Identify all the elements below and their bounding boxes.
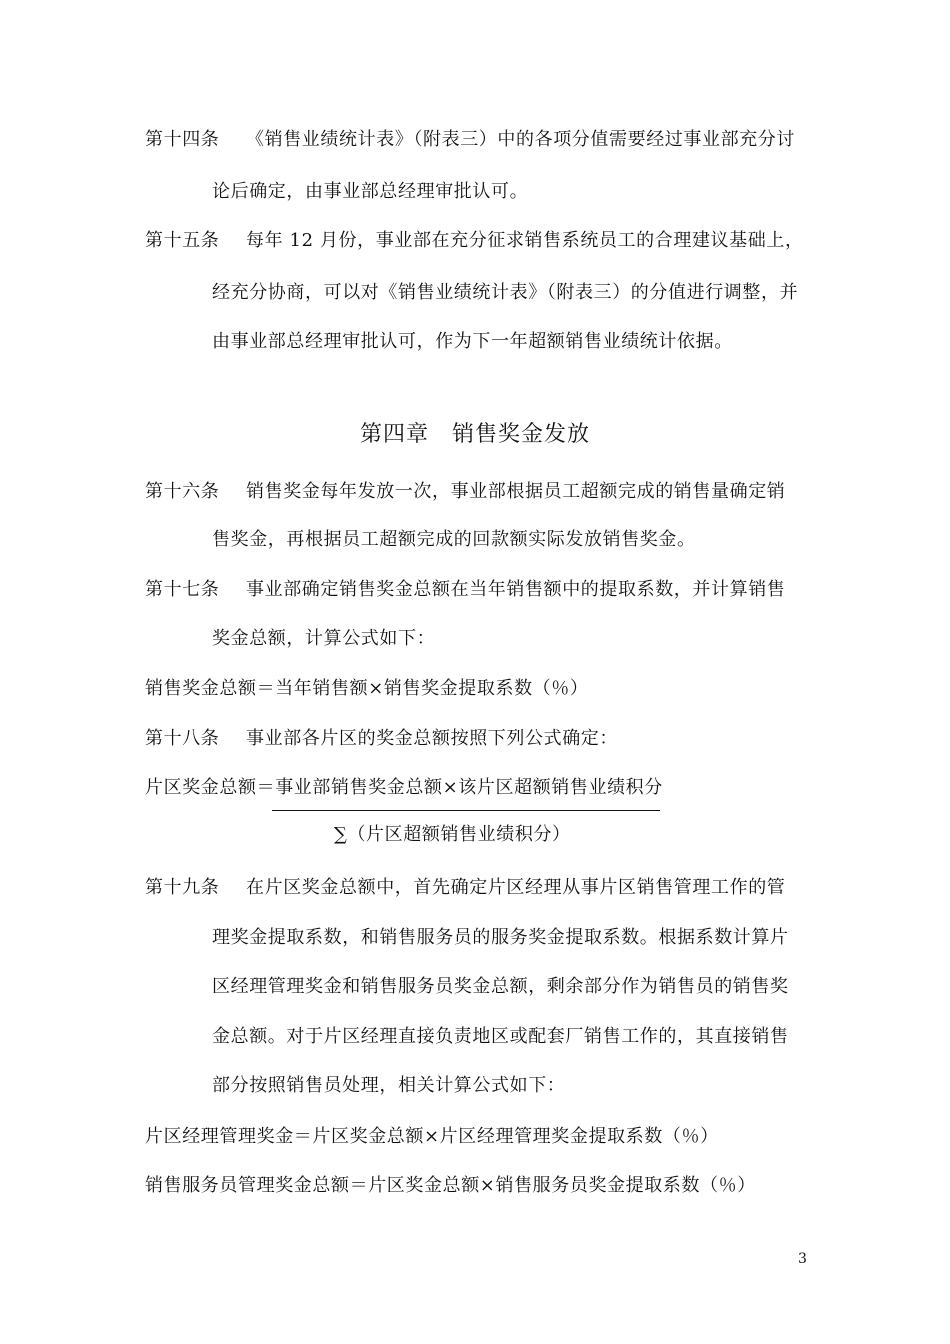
article-text-line: 论后确定，由事业部总经理审批认可。	[212, 181, 529, 202]
article-text-line: 《销售业绩统计表》（附表三）中的各项分值需要经过事业部充分讨	[246, 129, 795, 150]
article-label: 第十七条	[145, 579, 220, 600]
article-text-line: 销售奖金每年发放一次，事业部根据员工超额完成的销售量确定销	[246, 481, 786, 502]
formula-manager-bonus: 片区经理管理奖金＝片区奖金总额×片区经理管理奖金提取系数（％）	[145, 1126, 719, 1147]
article-text-line: 在片区奖金总额中，首先确定片区经理从事片区销售管理工作的管	[246, 877, 786, 898]
article-label: 第十九条	[145, 877, 220, 898]
article-label: 第十八条	[145, 728, 220, 749]
formula-denominator: ∑（片区超额销售业绩积分）	[334, 824, 571, 845]
article-text-line: 奖金总额，计算公式如下：	[212, 628, 436, 649]
article-label: 第十五条	[145, 230, 220, 251]
article-text-line: 售奖金，再根据员工超额完成的回款额实际发放销售奖金。	[212, 529, 696, 550]
article-text-line: 理奖金提取系数，和销售服务员的服务奖金提取系数。根据系数计算片	[212, 927, 789, 948]
article-text-line: 事业部确定销售奖金总额在当年销售额中的提取系数，并计算销售	[246, 579, 786, 600]
formula-service-bonus: 销售服务员管理奖金总额＝片区奖金总额×销售服务员奖金提取系数（％）	[145, 1175, 756, 1196]
formula-total-bonus: 销售奖金总额＝当年销售额×销售奖金提取系数（％）	[145, 678, 589, 699]
article-label: 第十四条	[145, 129, 220, 150]
article-text-line: 事业部各片区的奖金总额按照下列公式确定：	[246, 728, 618, 749]
article-text-line: 部分按照销售员处理，相关计算公式如下：	[212, 1075, 566, 1096]
article-label: 第十六条	[145, 481, 220, 502]
article-text-line: 金总额。对于片区经理直接负责地区或配套厂销售工作的，其直接销售	[212, 1026, 789, 1047]
article-text-line: 由事业部总经理审批认可，作为下一年超额销售业绩统计依据。	[212, 331, 733, 352]
page-number: 3	[798, 1251, 807, 1267]
fraction-bar	[272, 810, 660, 811]
chapter-title: 第四章 销售奖金发放	[359, 422, 590, 447]
article-text-line: 经充分协商，可以对《销售业绩统计表》（附表三）的分值进行调整，并	[212, 282, 799, 303]
article-text-line: 区经理管理奖金和销售服务员奖金总额，剩余部分作为销售员的销售奖	[212, 976, 789, 997]
article-text-line: 每年 12 月份，事业部在充分征求销售系统员工的合理建议基础上，	[246, 230, 804, 251]
formula-numerator: 片区奖金总额＝事业部销售奖金总额×该片区超额销售业绩积分	[145, 777, 663, 798]
